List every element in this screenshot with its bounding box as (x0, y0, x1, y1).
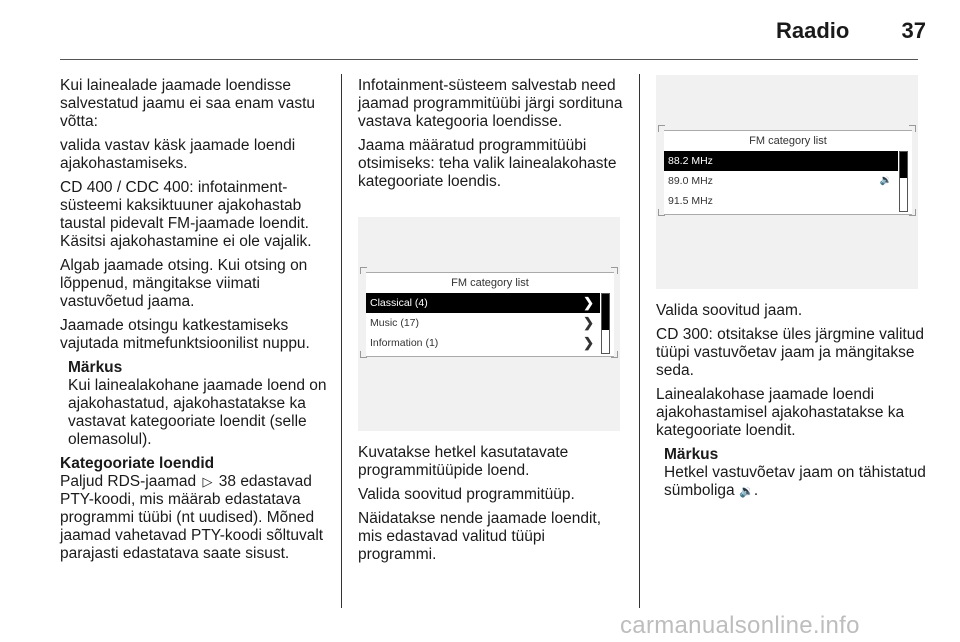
period: . (753, 482, 759, 499)
scrollbar-thumb[interactable] (602, 294, 609, 330)
paragraph: valida vastav käsk jaamade loendi ajakohastamiseks. (60, 137, 296, 172)
text-column-2 (358, 77, 626, 197)
list-item-label: 91.5 MHz (668, 195, 713, 207)
chevron-right-icon: ❯ (583, 295, 594, 310)
paragraph: Jaama määratud programmitüübi otsimiseks: teha valik lainealakohaste kategooriate loendis. (358, 137, 617, 190)
note-text: Hetkel vastuvõetav jaam on tähistatud sümboliga (664, 464, 926, 499)
section-text-part: Paljud RDS-jaamad (60, 473, 197, 490)
category-list-item[interactable] (366, 313, 600, 333)
lcd-screen (366, 272, 614, 357)
speaker-icon: 🔉 (879, 175, 892, 186)
page-number: 37 (901, 18, 926, 43)
list-item-label: 88.2 MHz (668, 155, 713, 167)
text-column-2-lower (358, 444, 626, 570)
category-list-item[interactable] (366, 293, 600, 313)
paragraph: Valida soovitud programmitüüp. (358, 486, 575, 503)
screen-illustration-categories (358, 217, 620, 431)
list-item-label: Information (1) (370, 337, 439, 349)
screen-illustration-stations (656, 75, 918, 289)
page-reference-link[interactable]: 38 (218, 473, 236, 490)
list-item-label: Classical (4) (370, 297, 428, 309)
paragraph: Infotainment-süsteem salvestab need jaamad programmitüübi järgi sordituna vastava kategooria loendisse. (358, 77, 623, 130)
page-title: Raadio (776, 18, 850, 43)
lcd-screen (664, 130, 912, 215)
station-list-item[interactable] (664, 151, 898, 171)
text-column-1 (60, 77, 328, 563)
scrollbar[interactable] (899, 151, 908, 212)
paragraph: Algab jaamade otsing. Kui otsing on lõppenud, mängitakse viimati vastuvõetud jaama. (60, 257, 308, 310)
paragraph: Lainealakohase jaamade loendi ajakohastamisel ajakohastatakse ka kategooriate loendit. (656, 386, 905, 439)
scrollbar-thumb[interactable] (900, 152, 907, 178)
list-item-label: 89.0 MHz (668, 175, 713, 187)
paragraph: CD 400 / CDC 400: infotainment-süsteemi kaksiktuuner ajakohastab taustal pidevalt FM-jaamade loendit. Käsitsi ajakohastamine ei ole vajalik. (60, 179, 312, 250)
note-text: Kui lainealakohane jaamade loend on ajakohastatud, ajakohastatakse ka vastavat kategooriate loendit (selle olemasolul). (68, 377, 327, 448)
header-divider (60, 59, 918, 60)
speaker-icon: 🔉 (738, 484, 754, 498)
section-title: Kategooriate loendid (60, 455, 215, 472)
scrollbar[interactable] (601, 293, 610, 354)
text-column-3 (656, 302, 926, 506)
note-text-wrapper (664, 464, 926, 500)
paragraph: Näidatakse nende jaamade loendit, mis edastavad valitud tüüpi programmi. (358, 510, 602, 563)
paragraph: Kuvatakse hetkel kasutatavate programmitüüpide loend. (358, 444, 569, 479)
watermark: carmanualsonline.info (620, 612, 860, 639)
list-item-label: Music (17) (370, 317, 420, 329)
station-list-item[interactable] (664, 191, 898, 211)
note-box (656, 446, 926, 500)
paragraph: Valida soovitud jaam. (656, 302, 803, 319)
column-divider-2 (639, 74, 640, 608)
note-box (60, 359, 328, 449)
section-text-part: edastavad PTY-koodi, mis määrab edastatava programmi tüübi (nt uudised). Mõned jaamad vahetavad PTY-koodi sõltuvalt parajasti edastatava saate sisust. (60, 473, 324, 562)
note-title: Märkus (664, 446, 719, 463)
paragraph: Jaamade otsingu katkestamiseks vajutada mitmefunktsioonilist nuppu. (60, 317, 310, 352)
category-list-item[interactable] (366, 333, 600, 353)
station-list-item[interactable] (664, 171, 898, 191)
lcd-title: FM category list (749, 135, 827, 147)
note-title: Märkus (68, 359, 123, 376)
paragraph: Kui lainealade jaamade loendisse salvestatud jaamu ei saa enam vastu võtta: (60, 77, 316, 130)
column-divider-1 (341, 74, 342, 608)
chevron-right-icon: ❯ (583, 335, 594, 350)
paragraph: CD 300: otsitakse üles järgmine valitud tüüpi vastuvõetav jaam ja mängitakse seda. (656, 326, 924, 379)
lcd-title: FM category list (451, 277, 529, 289)
section-text (60, 473, 328, 563)
page-reference-arrow-icon: ▷ (202, 474, 213, 489)
chevron-right-icon: ❯ (583, 315, 594, 330)
